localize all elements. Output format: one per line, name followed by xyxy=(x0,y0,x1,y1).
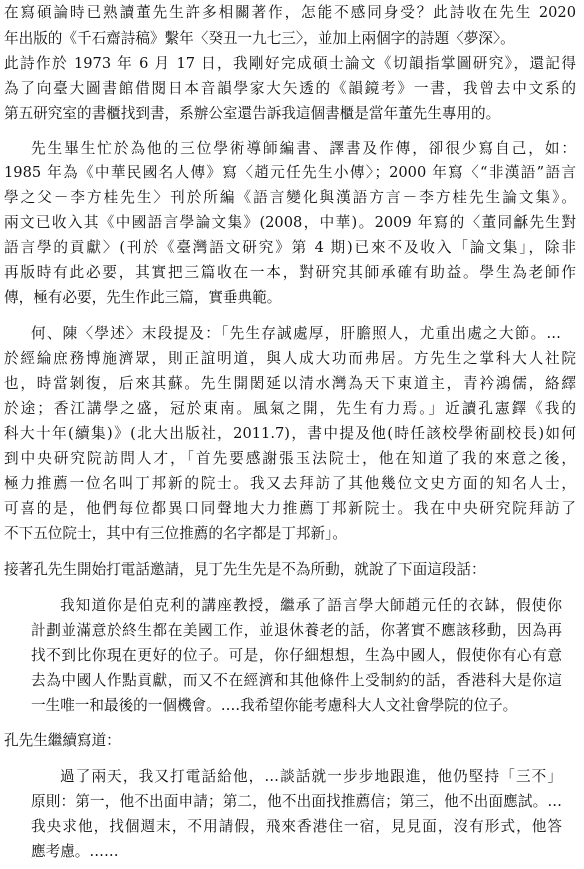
text-line: 傳，極有必要，先生作此三篇，實垂典範。 xyxy=(4,289,282,306)
quote-line: 過了兩天，我又打電話給他，…談話就一步步地跟進，他仍堅持「三不」 xyxy=(60,768,562,785)
text-line: 極力推薦一位名叫丁邦新的院士。我又去拜訪了其他幾位文史方面的知名人士， xyxy=(4,475,576,492)
quote-line: 一生唯一和最後的一個機會。….我希望你能考慮科大人文社會學院的位子。 xyxy=(31,697,518,714)
quote-line: 去為中國人作點貢獻，而又不在經濟和其他條件上受制約的話，香港科大是你這 xyxy=(31,672,562,689)
text-line: 何、陳〈學述〉末段提及：「先生存誠處厚，肝膽照人，尤重出處之大節。… xyxy=(31,325,561,342)
text-line: 為了向臺大圖書館借閱日本音韻學家大矢透的《韻鏡考》一書，我曾去中文系的 xyxy=(4,80,576,97)
quote-line: 原則：第一，他不出面申請；第二，他不出面找推薦信；第三，他不出面應試。… xyxy=(31,793,562,810)
text-line: 此詩作於 1973 年 6 月 17 日，我剛好完成碩士論文《切韻指掌圖研究》，還記得 xyxy=(4,55,576,72)
text-line: 語言學的貢獻〉(刊於《臺灣語文研究》第 4 期)已來不及收入「論文集」，除非 xyxy=(4,239,576,256)
text-line: 學之父－李方桂先生〉刊於所編《語言變化與漢語方言－李方桂先生論文集》。 xyxy=(4,189,576,206)
quote-line: 我央求他，找個週末，不用請假，飛來香港住一宿，見見面，沒有形式，他答 xyxy=(31,818,562,835)
quote-line: 計劃並滿意於終生都在美國工作，並退休養老的話，你著實不應該移動，因為再 xyxy=(31,622,562,639)
text-line: 再版時有此必要，其實把三篇收在一本，對研究其師承確有助益。學生為老師作 xyxy=(4,264,576,281)
text-line: 也，時當剝復，后來其蘇。先生開閎延以清水灣為天下東道主，青衿鴻儒，絡繹 xyxy=(4,375,576,392)
text-line: 第五研究室的書櫃找到書，系辦公室還告訴我這個書櫃是當年董先生專用的。 xyxy=(4,105,501,122)
text-line: 孔先生繼續寫道： xyxy=(4,732,121,749)
text-line: 到中央研究院訪問人才，「首先要感謝張玉法院士，他在知道了我的來意之後， xyxy=(4,450,576,467)
text-line: 年出版的《千石齋詩稿》繫年〈癸丑一九七三〉，並加上兩個字的詩題〈夢深〉。 xyxy=(4,30,515,47)
quote-line: 找不到比你現在更好的位子。可是，你仔細想想，生為中國人，假使你有心有意 xyxy=(31,647,562,664)
text-line: 接著孔先生開始打電話邀請，見丁先生先是不為所動，就說了下面這段話： xyxy=(4,561,486,578)
text-line: 不下五位院士，其中有三位推薦的名字都是丁邦新」。 xyxy=(4,525,347,542)
quote-line: 我知道你是伯克利的講座教授，繼承了語言學大師趙元任的衣缽，假使你 xyxy=(60,597,562,614)
text-line: 在寫碩論時已熟讀董先生許多相關著作，怎能不感同身受？此詩收在先生 2020 xyxy=(4,4,576,21)
text-line: 於經綸庶務博施濟眾，則正誼明道，與人成大功而弗居。方先生之掌科大人社院 xyxy=(4,350,576,367)
text-line: 可喜的是，他們每位都異口同聲地大力推薦丁邦新院士。我在中央研究院拜訪了 xyxy=(4,500,576,517)
text-line: 兩文已收入其《中國語言學論文集》(2008，中華)。2009 年寫的〈董同龢先生對 xyxy=(4,214,576,231)
text-line: 科大十年(續集)》(北大出版社，2011.7)，書中提及他(時任該校學術副校長)如何 xyxy=(4,425,576,442)
text-line: 於途；香江講學之盛，冠於東南。風氣之開，先生有力焉。」近讀孔憲鐸《我的 xyxy=(4,400,576,417)
quote-line: 應考慮。…… xyxy=(31,843,119,860)
text-line: 1985 年為《中華民國名人傳》寫〈趙元任先生小傳〉；2000 年寫〈“非漢語”語言 xyxy=(4,164,576,181)
text-line: 先生畢生忙於為他的三位學術導師編書、譯書及作傳，卻很少寫自己，如： xyxy=(31,140,576,157)
